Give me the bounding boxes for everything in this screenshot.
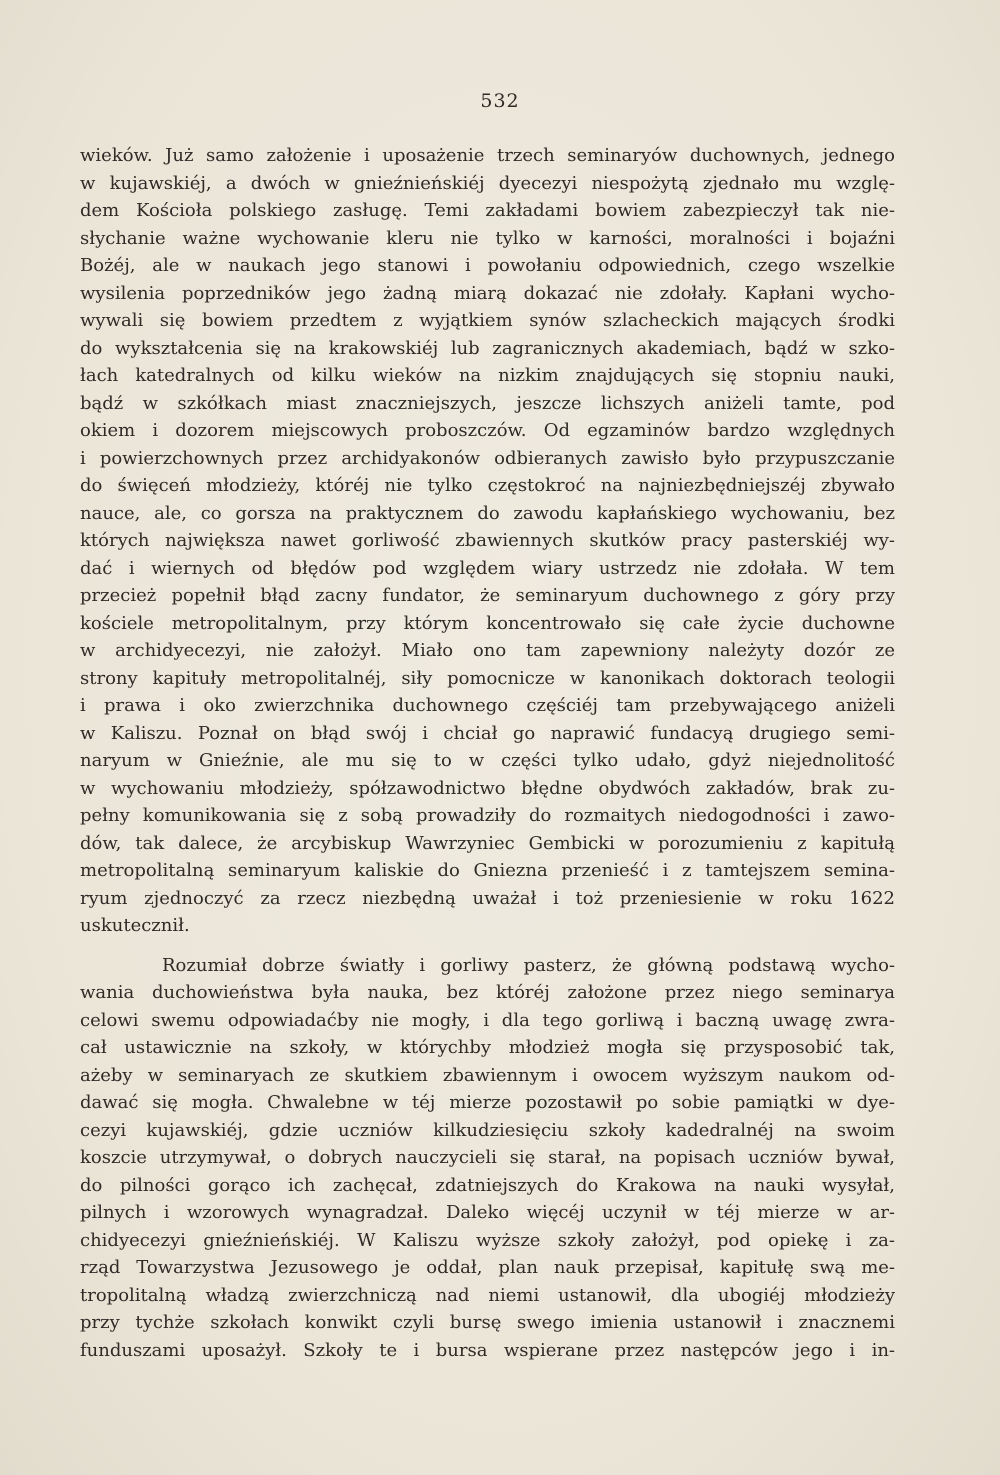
text-line: do wykształcenia się na krakowskiéj lub zagranicznych akademiach, bądź w szko- [80, 337, 895, 359]
text-line: cał ustawicznie na szkoły, w którychby młodzież mogła się przysposobić tak, [80, 1037, 895, 1058]
text-line: przy tychże szkołach konwikt czyli bursę swego imienia ustanowił i znacznemi [80, 1312, 895, 1333]
text-line: strony kapituły metropolitalnéj, siły pomocnicze w kanonikach doktorach teologii [80, 667, 895, 689]
text-line: nauce, ale, co gorsza na praktycznem do zawodu kapłańskiego wychowaniu, bez [80, 502, 895, 524]
page-number: 532 [480, 90, 520, 112]
text-line: ryum zjednoczyć za rzecz niezbędną uważał i toż przeniesienie w roku 1622 [80, 887, 895, 909]
text-line: celowi swemu odpowiadaćby nie mogły, i dla tego gorliwą i baczną uwagę zwra- [80, 1009, 895, 1031]
text-line: w kujawskiéj, a dwóch w gnieźnieńskiéj dyecezyi niespożytą zjednało mu wzglę- [80, 172, 895, 194]
text-line: których największa nawet gorliwość zbawiennych skutków pracy pasterskiéj wy- [80, 530, 895, 551]
paragraph-gap [80, 940, 895, 952]
text-line: bądź w szkółkach miast znaczniejszych, jeszcze lichszych aniżeli tamte, pod [80, 392, 895, 414]
text-line: wywali się bowiem przedtem z wyjątkiem synów szlacheckich mających środki [80, 310, 895, 331]
text-line: i prawa i oko zwierzchnika duchownego częściéj tam przebywającego aniżeli [80, 695, 895, 716]
text-line: i powierzchownych przez archidyakonów odbieranych zawisło było przypuszczanie [80, 447, 895, 469]
text-line: w Kaliszu. Poznał on błąd swój i chciał go naprawić fundacyą drugiego semi- [80, 722, 895, 744]
text-line: metropolitalną seminaryum kaliskie do Gniezna przenieść i z tamtejszem semina- [80, 860, 895, 881]
text-line: w wychowaniu młodzieży, spółzawodnictwo błędne obydwóch zakładów, brak zu- [80, 777, 895, 799]
text-line: dać i wiernych od błędów pod względem wiary ustrzedz nie zdołała. W tem [80, 557, 895, 579]
text-line: Bożéj, ale w naukach jego stanowi i powołaniu odpowiednich, czego wszelkie [80, 255, 895, 276]
text-line: pełny komunikowania się z sobą prowadziły do rozmaitych niedogodności i zawo- [80, 805, 895, 826]
text-line: przecież popełnił błąd zacny fundator, że seminaryum duchownego z góry przy [80, 585, 895, 606]
text-line: do pilności gorąco ich zachęcał, zdatniejszych do Krakowa na nauki wysyłał, [80, 1174, 895, 1196]
text-line: funduszami uposażył. Szkoły te i bursa wspierane przez następców jego i in- [80, 1339, 895, 1361]
text-line: wysilenia poprzedników jego żadną miarą dokazać nie zdołały. Kapłani wycho- [80, 282, 895, 304]
text-line: cezyi kujawskiéj, gdzie uczniów kilkudziesięciu szkoły kadedralnéj na swoim [80, 1119, 895, 1141]
text-line: dów, tak dalece, że arcybiskup Wawrzyniec Gembicki w porozumieniu z kapitułą [80, 832, 895, 854]
paragraph-2 [80, 952, 895, 1365]
body-text [80, 142, 895, 1364]
text-line: koszcie utrzymywał, o dobrych nauczycieli się starał, na popisach uczniów bywał, [80, 1147, 895, 1168]
text-line: pilnych i wzorowych wynagradzał. Daleko więcéj uczynił w téj mierze w ar- [80, 1202, 895, 1223]
text-line: słychanie ważne wychowanie kleru nie tylko w karności, moralności i bojaźni [80, 227, 895, 249]
text-line: w archidyecezyi, nie założył. Miało ono tam zapewniony należyty dozór ze [80, 640, 895, 661]
text-line: ażeby w seminaryach ze skutkiem zbawiennym i owocem wyższym naukom od- [80, 1064, 895, 1086]
text-line: dawać się mogła. Chwalebne w téj mierze pozostawił po sobie pamiątki w dye- [80, 1092, 895, 1113]
text-line: dem Kościoła polskiego zasługę. Temi zakładami bowiem zabezpieczył tak nie- [80, 200, 895, 221]
text-line: rząd Towarzystwa Jezusowego je oddał, plan nauk przepisał, kapitułę swą me- [80, 1257, 895, 1278]
text-line: uskutecznił. [80, 915, 190, 936]
text-line: okiem i dozorem miejscowych proboszczów. Od egzaminów bardzo względnych [80, 420, 895, 441]
text-line: łach katedralnych od kilku wieków na nizkim znajdujących się stopniu nauki, [80, 365, 895, 386]
paragraph-1 [80, 142, 895, 940]
text-line: Rozumiał dobrze światły i gorliwy pasterz, że główną podstawą wycho- [162, 954, 895, 976]
text-line: do święceń młodzieży, któréj nie tylko częstokroć na najniezbędniejszéj zbywało [80, 475, 895, 496]
text-line: wieków. Już samo założenie i uposażenie trzech seminaryów duchownych, jednego [80, 145, 895, 166]
text-line: kościele metropolitalnym, przy którym koncentrowało się całe życie duchowne [80, 612, 895, 634]
text-line: wania duchowieństwa była nauka, bez któréj założone przez niego seminarya [80, 982, 895, 1003]
text-line: chidyecezyi gnieźnieńskiéj. W Kaliszu wyższe szkoły założył, pod opiekę i za- [80, 1229, 895, 1251]
text-line: naryum w Gnieźnie, ale mu się to w części tylko udało, gdyż niejednolitość [80, 750, 895, 771]
text-line: tropolitalną władzą zwierzchniczą nad niemi ustanowił, dla ubogiéj młodzieży [80, 1284, 895, 1306]
